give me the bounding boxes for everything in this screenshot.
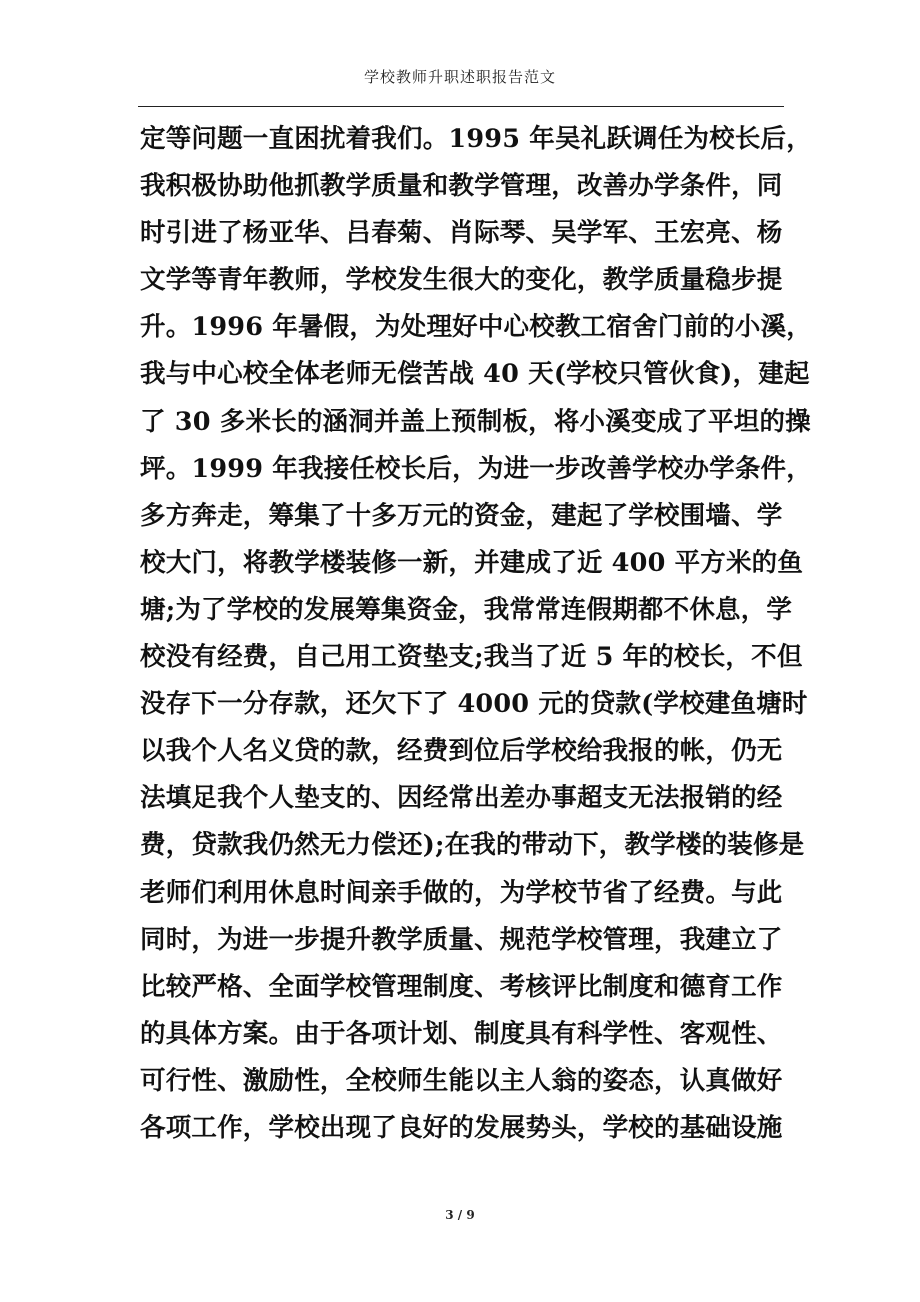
text-line: 同时，为进一步提升教学质量、规范学校管理，我建立了: [140, 924, 783, 955]
document-header-title: 学校教师升职述职报告范文: [363, 68, 556, 86]
text-line: 比较严格、全面学校管理制度、考核评比制度和德育工作: [140, 971, 783, 1002]
text-line: 我与中心校全体老师无偿苦战 40 天(学校只管伙食)，建起: [140, 359, 810, 390]
text-line: 校没有经费，自己用工资垫支;我当了近 5 年的校长，不但: [140, 642, 803, 673]
text-line: 费，贷款我仍然无力偿还);在我的带动下，教学楼的装修是: [140, 830, 805, 861]
text-line: 了 30 多米长的涵洞并盖上预制板，将小溪变成了平坦的操: [140, 406, 811, 437]
text-line: 老师们利用休息时间亲手做的，为学校节省了经费。与此: [140, 877, 783, 908]
text-line: 塘;为了学校的发展筹集资金，我常常连假期都不休息，学: [140, 594, 793, 625]
text-line: 坪。1999 年我接任校长后，为进一步改善学校办学条件，: [140, 453, 812, 484]
body-text: [140, 116, 812, 1152]
text-line: 定等问题一直困扰着我们。1995 年吴礼跃调任为校长后，: [140, 124, 812, 154]
text-line: 各项工作，学校出现了良好的发展势头，学校的基础设施: [140, 1112, 783, 1143]
text-line: 时引进了杨亚华、吕春菊、肖际琴、吴学军、王宏亮、杨: [140, 218, 783, 249]
text-line: 法填足我个人垫支的、因经常出差办事超支无法报销的经: [140, 783, 783, 814]
text-line: 没存下一分存款，还欠下了 4000 元的贷款(学校建鱼塘时: [140, 689, 808, 720]
text-line: 文学等青年教师，学校发生很大的变化，教学质量稳步提: [140, 265, 783, 296]
page-number: 3 / 9: [445, 1208, 475, 1222]
text-line: 我积极协助他抓教学质量和教学管理，改善办学条件，同: [140, 171, 783, 202]
text-line: 的具体方案。由于各项计划、制度具有科学性、客观性、: [140, 1018, 783, 1049]
text-line: 校大门，将教学楼装修一新，并建成了近 400 平方米的鱼: [140, 547, 804, 578]
text-line: 以我个人名义贷的款，经费到位后学校给我报的帐，仍无: [140, 736, 783, 767]
text-line: 升。1996 年暑假，为处理好中心校教工宿舍门前的小溪，: [140, 312, 812, 343]
text-line: 多方奔走，筹集了十多万元的资金，建起了学校围墙、学: [140, 500, 783, 531]
text-line: 可行性、激励性，全校师生能以主人翁的姿态，认真做好: [140, 1065, 783, 1096]
header-divider: [138, 106, 784, 107]
